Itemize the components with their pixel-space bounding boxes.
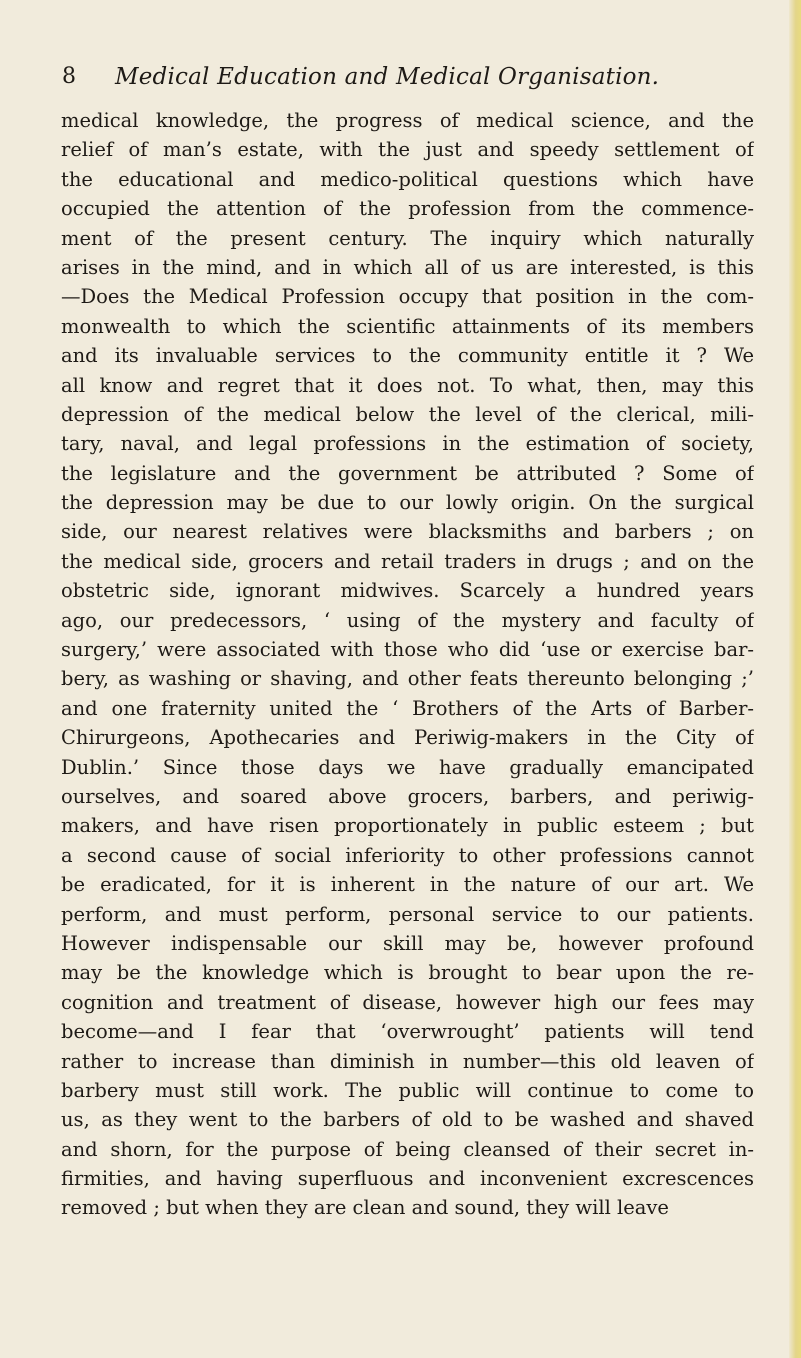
text-line: firmities, and having superfluous and inconvenient excrescences xyxy=(61,1167,754,1191)
text-line: Chirurgeons, Apothecaries and Periwig-makers in the City of xyxy=(61,726,754,750)
text-line: removed ; but when they are clean and sound, they will leave xyxy=(61,1196,669,1220)
text-line: and shorn, for the purpose of being cleansed of their secret in- xyxy=(61,1137,754,1161)
text-line: tary, naval, and legal professions in the estimation of society, xyxy=(61,432,754,456)
text-line: —Does the Medical Profession occupy that position in the com- xyxy=(61,285,754,309)
text-line: medical knowledge, the progress of medical science, and the xyxy=(61,109,754,132)
text-line: However indispensable our skill may be, however profound xyxy=(61,931,754,955)
text-line: may be the knowledge which is brought to bear upon the re- xyxy=(61,961,754,985)
text-line: ago, our predecessors, ‘ using of the mystery and faculty of xyxy=(61,608,754,632)
text-line: become—and I fear that ‘overwrought’ patients will tend xyxy=(61,1020,754,1044)
text-line: obstetric side, ignorant midwives. Scarcely a hundred years xyxy=(61,579,754,603)
running-header xyxy=(62,62,752,98)
page-edge xyxy=(789,0,801,1358)
text-line: and its invaluable services to the community entitle it ? We xyxy=(61,344,754,368)
text-line: and one fraternity united the ‘ Brothers of the Arts of Barber- xyxy=(61,696,754,720)
body-text xyxy=(61,106,754,1223)
running-title: Medical Education and Medical Organisation. xyxy=(115,64,660,90)
text-line: cognition and treatment of disease, however high our fees may xyxy=(61,990,754,1014)
text-line: the depression may be due to our lowly origin. On the surgical xyxy=(61,491,754,515)
text-line: the medical side, grocers and retail traders in drugs ; and on the xyxy=(61,549,754,573)
text-line: monwealth to which the scientific attainments of its members xyxy=(61,314,754,338)
text-line: ment of the present century. The inquiry which naturally xyxy=(61,226,754,250)
text-line: ourselves, and soared above grocers, barbers, and periwig- xyxy=(61,784,754,808)
text-line: the educational and medico-political questions which have xyxy=(61,167,754,191)
text-line: all know and regret that it does not. To what, then, may this xyxy=(61,373,754,397)
text-line: be eradicated, for it is inherent in the nature of our art. We xyxy=(61,873,754,897)
text-line: rather to increase than diminish in number—this old leaven of xyxy=(61,1049,754,1073)
text-line: the legislature and the government be attributed ? Some of xyxy=(61,461,754,485)
text-line: relief of man’s estate, with the just and speedy settlement of xyxy=(61,138,754,162)
text-line: arises in the mind, and in which all of us are interested, is this xyxy=(61,255,754,279)
text-line: us, as they went to the barbers of old to be washed and shaved xyxy=(61,1108,754,1132)
text-line: barbery must still work. The public will continue to come to xyxy=(61,1078,754,1102)
text-line: side, our nearest relatives were blacksmiths and barbers ; on xyxy=(61,520,754,544)
text-line: occupied the attention of the profession from the commence- xyxy=(61,197,754,221)
text-line: bery, as washing or shaving, and other feats thereunto belonging ;’ xyxy=(61,667,754,691)
text-line: Dublin.’ Since those days we have gradually emancipated xyxy=(61,755,754,779)
text-line: perform, and must perform, personal service to our patients. xyxy=(61,902,754,926)
text-line: a second cause of social inferiority to other professions cannot xyxy=(61,843,754,867)
text-line: makers, and have risen proportionately in public esteem ; but xyxy=(61,814,754,838)
page-number: 8 xyxy=(62,64,76,89)
text-line: surgery,’ were associated with those who did ‘use or exercise bar- xyxy=(61,638,754,662)
text-line: depression of the medical below the level of the clerical, mili- xyxy=(61,402,754,426)
